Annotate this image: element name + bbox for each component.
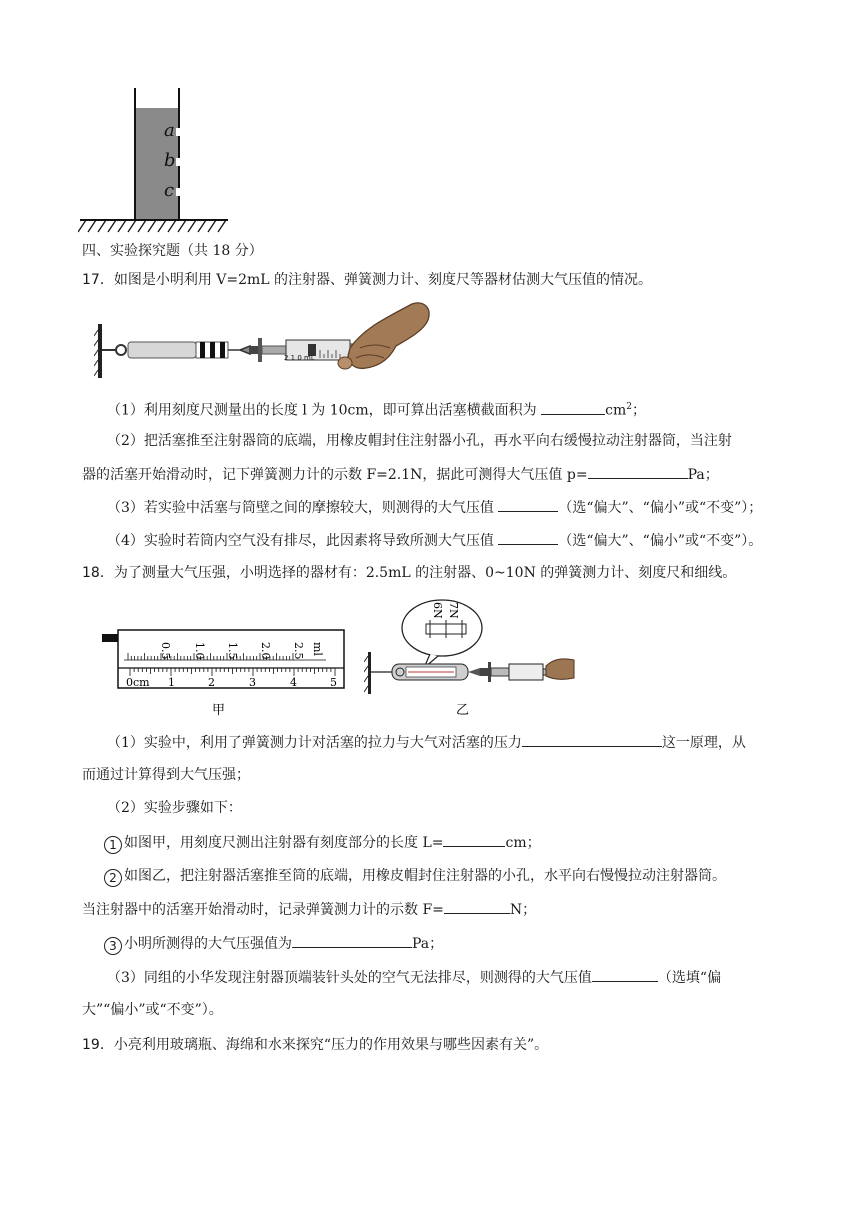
ml-mark-2.5: 2.5 xyxy=(292,642,305,660)
q17-part3-blank[interactable] xyxy=(498,497,558,512)
q17-part3 xyxy=(107,497,762,518)
step1-circle: 1 xyxy=(104,836,122,854)
q18-part1-text: （1）实验中，利用了弹簧测力计对活塞的拉力与大气对活塞的压力 xyxy=(107,735,522,751)
section-heading: 四、实验探究题（共 18 分） xyxy=(82,243,263,259)
q18-step1-blank[interactable] xyxy=(443,832,505,847)
q18-part3-options: （选填“偏 xyxy=(657,970,722,986)
label-a: a xyxy=(164,120,175,141)
dial-mark-7N: 7N xyxy=(447,602,460,619)
q18-stem-text: 为了测量大气压强，小明选择的器材有：2.5mL 的注射器、0~10N 的弹簧测力计、刻度尺和细线。 xyxy=(113,565,737,581)
cm-mark-0: 0cm xyxy=(126,676,150,689)
q18-step2-text: 如图乙，把注射器活塞推至筒的底端，用橡皮帽封住注射器的小孔，水平向右慢慢拉动注射器筒。 xyxy=(124,868,726,884)
q17-part1-sup: 2 xyxy=(626,402,632,412)
q19-stem-text: 小亮利用玻璃瓶、海绵和水来探究“压力的作用效果与哪些因素有关”。 xyxy=(113,1037,549,1053)
ml-unit: ml xyxy=(311,642,324,656)
q17-part1-end: ； xyxy=(631,402,646,419)
q17-part1-text: （1）利用刻度尺测量出的长度 l 为 10cm，即可算出活塞横截面积为 xyxy=(107,402,542,419)
ml-mark-1.5: 1.5 xyxy=(226,642,239,660)
q18-number: 18． xyxy=(82,565,114,581)
ml-mark-0.5: 0.5 xyxy=(159,642,172,660)
ml-mark-2.0: 2.0 xyxy=(259,642,272,660)
q17-part2-unit: Pa； xyxy=(687,467,719,483)
ml-mark-1.0: 1.0 xyxy=(193,642,206,660)
q18-step3-text: 小明所测得的大气压强值为 xyxy=(124,936,292,952)
cm-mark-1: 1 xyxy=(168,676,175,689)
q18-step2-text2: 当注射器中的活塞开始滑动时，记录弹簧测力计的示数 F= xyxy=(82,902,444,918)
q18-part3 xyxy=(107,967,721,988)
q17-syringe-figure xyxy=(94,300,434,382)
q18-fig-jia xyxy=(100,620,350,720)
cm-mark-5: 5 xyxy=(330,676,337,689)
q18-step3 xyxy=(104,933,443,955)
q18-step3-unit: Pa； xyxy=(412,936,444,952)
q17-stem xyxy=(82,270,652,290)
q18-step2-line1 xyxy=(104,866,726,887)
q18-step2-blank[interactable] xyxy=(444,899,510,914)
syringe-marks: 2 1 0 mL xyxy=(284,354,315,362)
q17-part2-line1: （2）把活塞推至注射器筒的底端，用橡皮帽封住注射器小孔，再水平向右缓慢拉动注射器筒，当注射 xyxy=(107,433,732,449)
q18-step1-text: 如图甲，用刻度尺测出注射器有刻度部分的长度 L= xyxy=(124,835,444,851)
q17-part1-blank[interactable] xyxy=(541,400,605,415)
q18-step1-unit: cm； xyxy=(505,835,541,851)
q17-part1-unit: cm xyxy=(605,402,627,419)
q18-step1 xyxy=(104,832,541,854)
step2-circle: 2 xyxy=(104,869,122,887)
q17-part2-blank[interactable] xyxy=(588,464,688,479)
q17-part4 xyxy=(107,530,762,551)
q18-step2-line2 xyxy=(82,899,536,920)
q17-stem-text: 如图是小明利用 V=2mL 的注射器、弹簧测力计、刻度尺等器材估测大气压值的情况。 xyxy=(113,272,653,288)
cm-mark-2: 2 xyxy=(208,676,215,689)
q18-step3-blank[interactable] xyxy=(292,933,412,948)
q17-part2-line2 xyxy=(82,464,719,485)
label-c: c xyxy=(164,180,175,201)
q17-number: 17． xyxy=(82,272,114,288)
q18-step2-unit: N； xyxy=(509,902,537,918)
cm-mark-3: 3 xyxy=(249,676,256,689)
label-b: b xyxy=(164,150,176,171)
q17-part4-options: （选“偏大”、“偏小”或“不变”）。 xyxy=(558,533,763,549)
q18-fig-yi xyxy=(364,598,576,718)
q17-part2-text: 器的活塞开始滑动时，记下弹簧测力计的示数 F=2.1N，据此可测得大气压值 p= xyxy=(82,467,588,483)
q17-part4-text: （4）实验时若筒内空气没有排尽，此因素将导致所测大气压值 xyxy=(107,533,499,549)
q18-part1-line2: 而通过计算得到大气压强； xyxy=(82,767,250,783)
q17-part4-blank[interactable] xyxy=(498,530,558,545)
q18-part1 xyxy=(107,732,746,753)
liquid-container-figure xyxy=(78,88,238,236)
q17-part1 xyxy=(107,397,646,421)
dial-mark-6N: 6N xyxy=(431,602,444,619)
q17-part3-options: （选“偏大”、“偏小”或“不变”）； xyxy=(558,500,763,516)
cm-mark-4: 4 xyxy=(290,676,297,689)
q18-part2-heading: （2）实验步骤如下： xyxy=(107,800,242,816)
caption-jia: 甲 xyxy=(212,703,226,718)
q18-part1-end: 这一原理，从 xyxy=(661,735,746,751)
q18-part1-blank[interactable] xyxy=(522,732,662,747)
q18-part3-blank[interactable] xyxy=(592,967,658,982)
step3-circle: 3 xyxy=(104,937,122,955)
caption-yi: 乙 xyxy=(456,703,470,718)
q19-number: 19． xyxy=(82,1037,114,1053)
q18-stem xyxy=(82,563,736,583)
q17-part3-text: （3）若实验中活塞与筒壁之间的摩擦较大，则测得的大气压值 xyxy=(107,500,499,516)
q18-part3-text: （3）同组的小华发现注射器顶端装针头处的空气无法排尽，则测得的大气压值 xyxy=(107,970,592,986)
q18-part3-line2: 大”“偏小”或“不变”）。 xyxy=(82,1002,223,1018)
q19-stem xyxy=(82,1035,548,1055)
